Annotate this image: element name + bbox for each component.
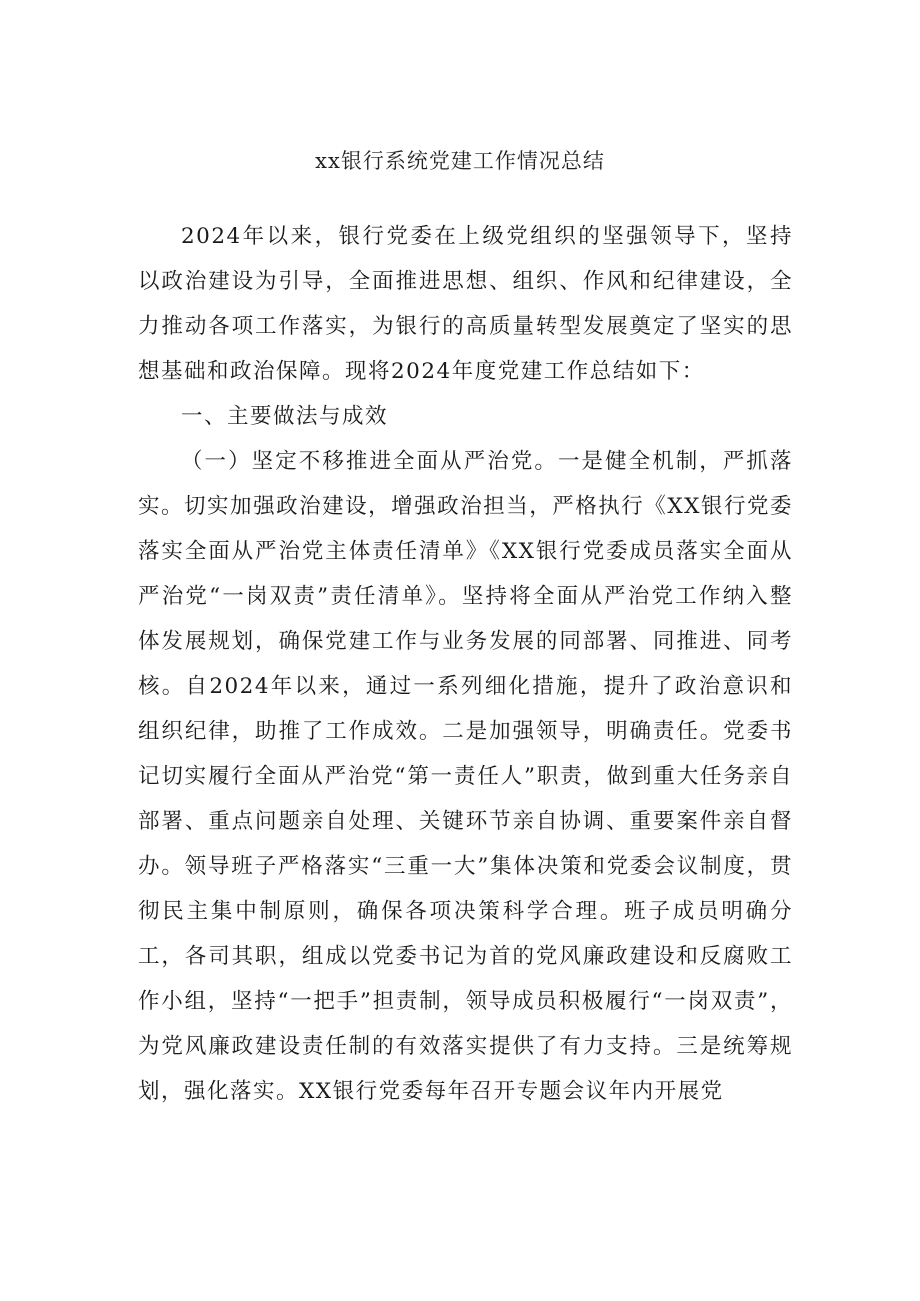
section-heading: 一、主要做法与成效 — [181, 404, 389, 429]
section-paragraph: （一）坚定不移推进全面从严治党。一是健全机制，严抓落实。切实加强政治建设，增强政治担当，严格执行《XX银行党委落实全面从严治党主体责任清单》《XX银行党委成员落实全面从严治党“一岗双责”责任清单》。坚持将全面从严治党工作纳入整体发展规划，确保党建工作与业务发展的同部署、同推进、同考核。自2024年以来，通过一系列细化措施，提升了政治意识和组织纪律，助推了工作成效。二是加强领导，明确责任。党委书记切实履行全面从严治党“第一责任人”职责，做到重大任务亲自部署、重点问题亲自处理、关键环节亲自协调、重要案件亲自督办。领导班子严格落实“三重一大”集体决策和党委会议制度，贯彻民主集中制原则，确保各项决策科学合理。班子成员明确分工，各司其职，组成以党委书记为首的党风廉政建设和反腐败工作小组，坚持“一把手”担责制，领导成员积极履行“一岗双责”，为党风廉政建设责任制的有效落实提供了有力支持。三是统筹规划，强化落实。XX银行党委每年召开专题会议年内开展党 — [138, 449, 793, 1104]
document-title: xx银行系统党建工作情况总结 — [315, 149, 605, 173]
intro-paragraph: 2024年以来，银行党委在上级党组织的坚强领导下，坚持以政治建设为引导，全面推进思想、组织、作风和纪律建设，全力推动各项工作落实，为银行的高质量转型发展奠定了坚实的思想基础和政治保障。现将2024年度党建工作总结如下： — [138, 224, 793, 384]
document-body — [138, 214, 793, 1114]
